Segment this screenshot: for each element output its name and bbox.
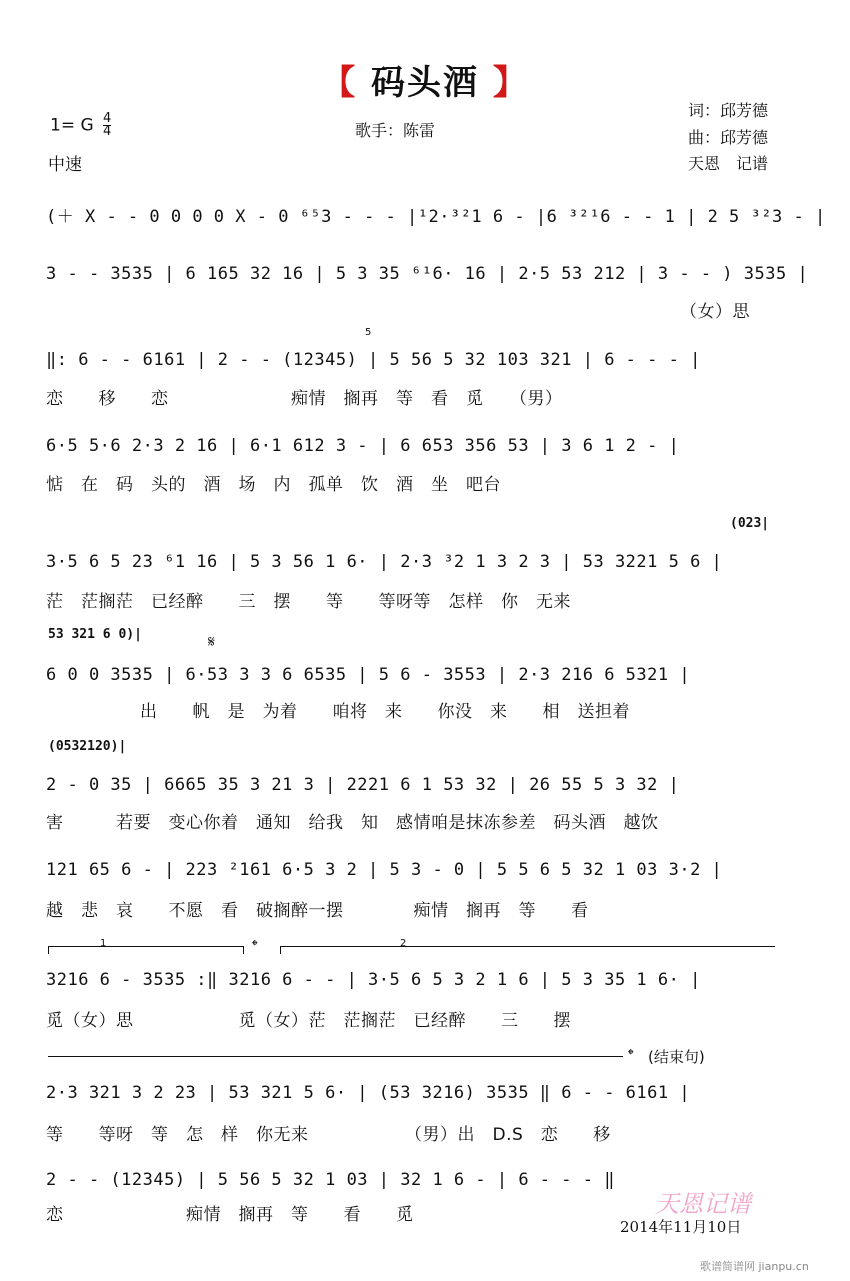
ending-line [48,1056,623,1057]
lyricist-credit: 词：邱芳德 [688,101,769,120]
system-7-lyrics: 害 若要 变心你着 通知 给我 知 感情咱是抹冻参差 码头酒 越饮 [46,813,659,833]
volta-2-number: 2 [400,938,407,949]
system-5-notes: 3·5 6 5 23 ⁶1 16 | 5 3 56 1 6· | 2·3 ³2 1 3 2 3 | 53 3221 5 6 | [46,552,723,572]
singer-credit: 歌手：陈雷 [355,121,436,140]
transcriber-credit: 天恩 记谱 [688,154,769,173]
key-signature [50,113,111,138]
time-bottom: 4 [103,124,112,139]
side-phrase-2: 53 321 6 0)| [48,627,142,642]
system-3-notes: ‖: 6 - - 6161 | 2 - - (12345) | 5 56 5 32 103 321 | 6 - - - | [46,350,701,370]
system-5-lyrics: 茫 茫搁茫 已经醉 三 摆 等 等呀等 怎样 你 无来 [46,592,571,612]
ending-label: (结束句) [648,1048,705,1066]
segno-sign: 𝄋 [208,632,215,651]
tuplet-number: 5 [365,327,372,338]
coda-sign: 𝄌 [252,936,258,955]
title-left-bracket: 【 [321,63,358,103]
composer-credit: 曲：邱芳德 [688,128,769,147]
system-2-lyrics: （女）思 [680,302,750,322]
volta-1-line [48,946,244,947]
system-1-notes: (＋ X - - 0 0 0 0 X - 0 ⁶⁵3 - - - |¹2·³²1 6 - |6 ³²¹6 - - 1 | 2 5 ³²3 - | [46,207,826,227]
time-top: 4 [103,111,112,126]
song-title [0,55,850,104]
system-2-notes: 3 - - 3535 | 6 165 32 16 | 5 3 35 ⁶¹6· 16 | 2·5 53 212 | 3 - - ) 3535 | [46,264,809,284]
system-11-lyrics: 恋 痴情 搁再 等 看 觅 [46,1205,414,1225]
side-phrase-1: (023| [730,516,770,531]
system-8-lyrics: 越 悲 哀 不愿 看 破搁醉一摆 痴情 搁再 等 看 [46,901,589,921]
tempo-marking: 中速 [48,155,82,175]
volta-1-number: 1 [100,938,107,949]
volta-2-line [280,946,775,947]
system-9-notes: 3216 6 - 3535 :‖ 3216 6 - - | 3·5 6 5 3 2 1 6 | 5 3 35 1 6· | [46,970,701,990]
site-watermark: 歌谱简谱网 jianpu.cn [700,1260,809,1273]
system-6-notes: 6 0 0 3535 | 6·53 3 3 6 6535 | 5 6 - 3553 | 2·3 216 6 5321 | [46,665,691,685]
system-7-notes: 2 - 0 35 | 6665 35 3 21 3 | 2221 6 1 53 32 | 26 55 5 3 32 | [46,775,680,795]
system-10-notes: 2·3 321 3 2 23 | 53 321 5 6· | (53 3216) 3535 ‖ 6 - - 6161 | [46,1083,691,1103]
system-3-lyrics: 恋 移 恋 痴情 搁再 等 看 觅 （男） [46,389,563,409]
volta-2-start-tick [280,946,281,954]
side-phrase-3: (0532120)| [48,739,127,754]
system-11-notes: 2 - - (12345) | 5 56 5 32 1 03 | 32 1 6 - | 6 - - - ‖ [46,1170,615,1190]
coda-sign-2: 𝄌 [628,1045,634,1064]
system-4-notes: 6·5 5·6 2·3 2 16 | 6·1 612 3 - | 6 653 356 53 | 3 6 1 2 - | [46,436,680,456]
volta-1-start-tick [48,946,49,954]
transcriber-stamp: 天恩记谱 [655,1190,751,1218]
date-label: 2014年11月10日 [620,1218,742,1236]
system-8-notes: 121 65 6 - | 223 ²161 6·5 3 2 | 5 3 - 0 | 5 5 6 5 32 1 03 3·2 | [46,860,723,880]
title-right-bracket: 】 [492,63,529,103]
system-6-lyrics: 出 帆 是 为着 咱将 来 你没 来 相 送担着 [140,702,630,722]
volta-1-end-tick [243,946,244,954]
key-label: 1= G [50,115,94,136]
time-signature [103,113,111,138]
system-9-lyrics: 觅（女）思 觅（女）茫 茫搁茫 已经醉 三 摆 [46,1011,571,1031]
system-10-lyrics: 等 等呀 等 怎 样 你无来 （男）出 D.S 恋 移 [46,1125,611,1145]
title-text: 码头酒 [371,63,479,103]
system-4-lyrics: 惦 在 码 头的 酒 场 内 孤单 饮 酒 坐 吧台 [46,475,501,495]
